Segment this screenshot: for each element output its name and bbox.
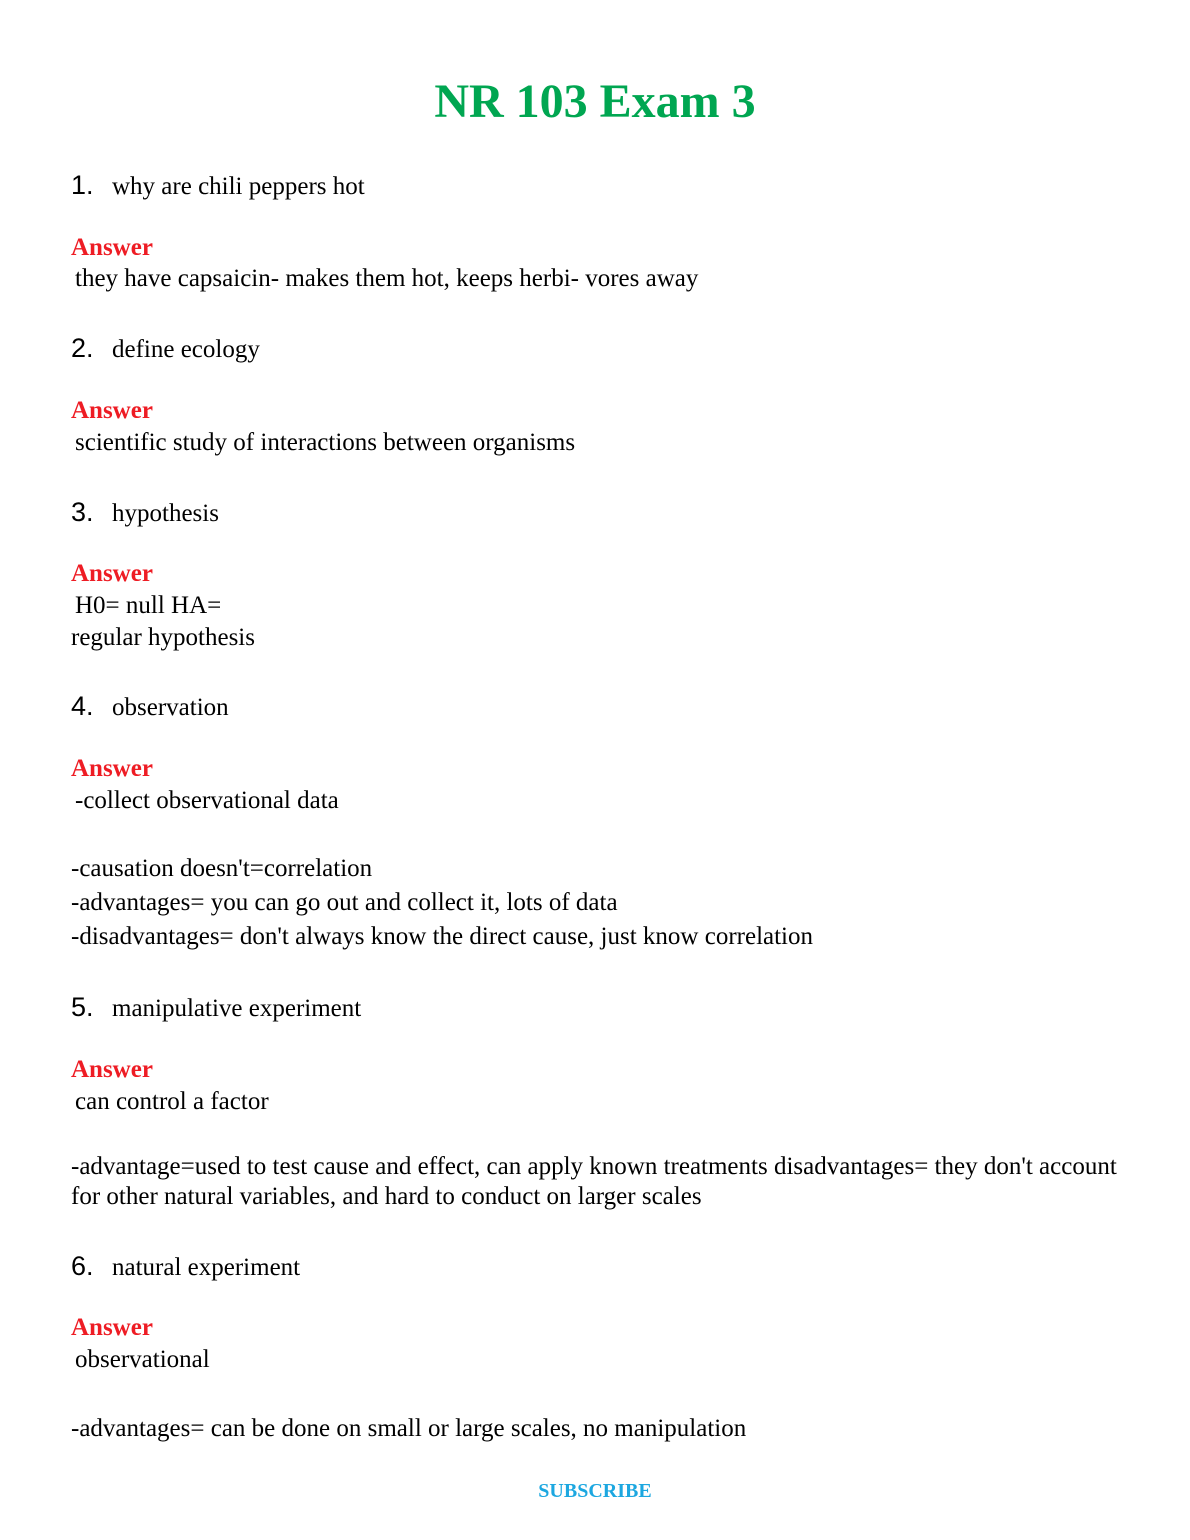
answer-label: Answer — [71, 560, 153, 587]
question-6 — [71, 1251, 300, 1283]
answer-text: -causation doesn't=correlation — [71, 855, 373, 882]
question-text: define ecology — [112, 336, 260, 363]
answer-label: Answer — [71, 397, 153, 424]
page-title: NR 103 Exam 3 — [434, 75, 756, 128]
question-number: 4. — [71, 691, 94, 721]
question-3 — [71, 497, 219, 529]
answer-text: they have capsaicin- makes them hot, keeps herbi- vores away — [75, 265, 699, 292]
answer-label: Answer — [71, 234, 153, 261]
question-number: 5. — [71, 992, 94, 1022]
question-1 — [71, 170, 365, 202]
answer-text: H0= null HA= — [75, 592, 222, 619]
answer-text: observational — [75, 1346, 210, 1373]
answer-label: Answer — [71, 755, 153, 782]
answer-text: regular hypothesis — [71, 624, 255, 651]
answer-text: scientific study of interactions between organisms — [75, 429, 576, 456]
answer-text: -disadvantages= don't always know the direct cause, just know correlation — [71, 923, 814, 950]
question-number: 2. — [71, 333, 94, 363]
subscribe-link[interactable]: SUBSCRIBE — [538, 1480, 652, 1502]
answer-text: -advantage=used to test cause and effect, can apply known treatments disadvantages= they don't account for other natural variables, and hard to conduct on larger scales — [71, 1153, 1117, 1210]
answer-label: Answer — [71, 1056, 153, 1083]
question-text: hypothesis — [112, 500, 219, 527]
question-text: observation — [112, 694, 229, 721]
question-4 — [71, 691, 229, 723]
question-5 — [71, 992, 361, 1024]
question-number: 3. — [71, 497, 94, 527]
answer-text: -advantages= you can go out and collect it, lots of data — [71, 889, 618, 916]
answer-text: -advantages= can be done on small or large scales, no manipulation — [71, 1415, 747, 1442]
question-number: 6. — [71, 1251, 94, 1281]
question-number: 1. — [71, 170, 94, 200]
question-text: why are chili peppers hot — [112, 173, 365, 200]
answer-text: -collect observational data — [75, 787, 339, 814]
question-text: natural experiment — [112, 1254, 301, 1281]
answer-text: can control a factor — [75, 1088, 269, 1115]
question-2 — [71, 333, 260, 365]
answer-label: Answer — [71, 1314, 153, 1341]
question-text: manipulative experiment — [112, 995, 362, 1022]
